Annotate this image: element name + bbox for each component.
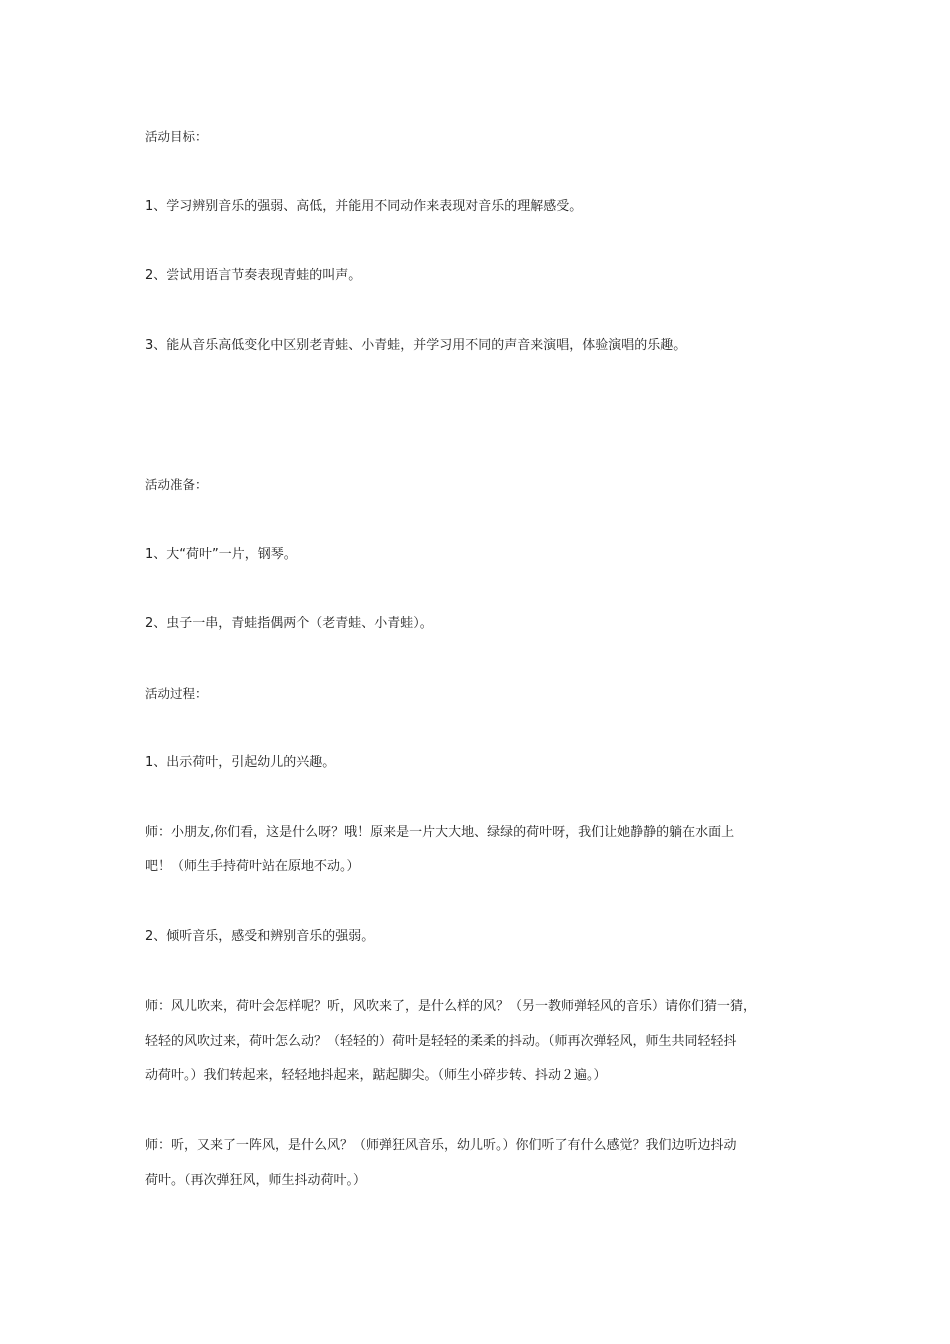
prep-item-1: 1、大“荷叶”一片，钢琴。 bbox=[145, 547, 297, 562]
paragraph-1-line-2: 吧！（师生手持荷叶站在原地不动。） bbox=[145, 859, 360, 874]
paragraph-2-line-2: 轻轻的风吹过来，荷叶怎么动？（轻轻的）荷叶是轻轻的柔柔的抖动。（师再次弹轻风，师生共同轻轻抖 bbox=[145, 1034, 737, 1049]
process-step-2: 2、倾听音乐，感受和辨别音乐的强弱。 bbox=[145, 929, 375, 944]
process-heading: 活动过程： bbox=[145, 686, 208, 701]
paragraph-2-line-3: 动荷叶。）我们转起来，轻轻地抖起来，踮起脚尖。（师生小碎步转、抖动２遍。） bbox=[145, 1068, 607, 1083]
goals-heading: 活动目标： bbox=[145, 129, 208, 144]
prep-item-2: 2、虫子一串，青蛙指偶两个（老青蛙、小青蛙）。 bbox=[145, 616, 433, 631]
prep-heading: 活动准备： bbox=[145, 477, 208, 492]
goal-item-3: 3、能从音乐高低变化中区别老青蛙、小青蛙，并学习用不同的声音来演唱，体验演唱的乐趣。 bbox=[145, 338, 687, 353]
process-step-1: 1、出示荷叶，引起幼儿的兴趣。 bbox=[145, 755, 336, 770]
paragraph-2-line-1: 师：风儿吹来，荷叶会怎样呢？听，风吹来了，是什么样的风？（另一教师弹轻风的音乐）请你们猜一猜， bbox=[145, 999, 757, 1014]
goal-item-1: 1、学习辨别音乐的强弱、高低，并能用不同动作来表现对音乐的理解感受。 bbox=[145, 199, 583, 214]
paragraph-3-line-2: 荷叶。（再次弹狂风，师生抖动荷叶。） bbox=[145, 1173, 367, 1188]
goal-item-2: 2、尝试用语言节奏表现青蛙的叫声。 bbox=[145, 268, 362, 283]
paragraph-3-line-1: 师：听，又来了一阵风，是什么风？（师弹狂风音乐，幼儿听。）你们听了有什么感觉？我们边听边抖动 bbox=[145, 1138, 737, 1153]
paragraph-1-line-1: 师：小朋友,你们看，这是什么呀？哦！原来是一片大大地、绿绿的荷叶呀，我们让她静静的躺在水面上 bbox=[145, 825, 735, 840]
